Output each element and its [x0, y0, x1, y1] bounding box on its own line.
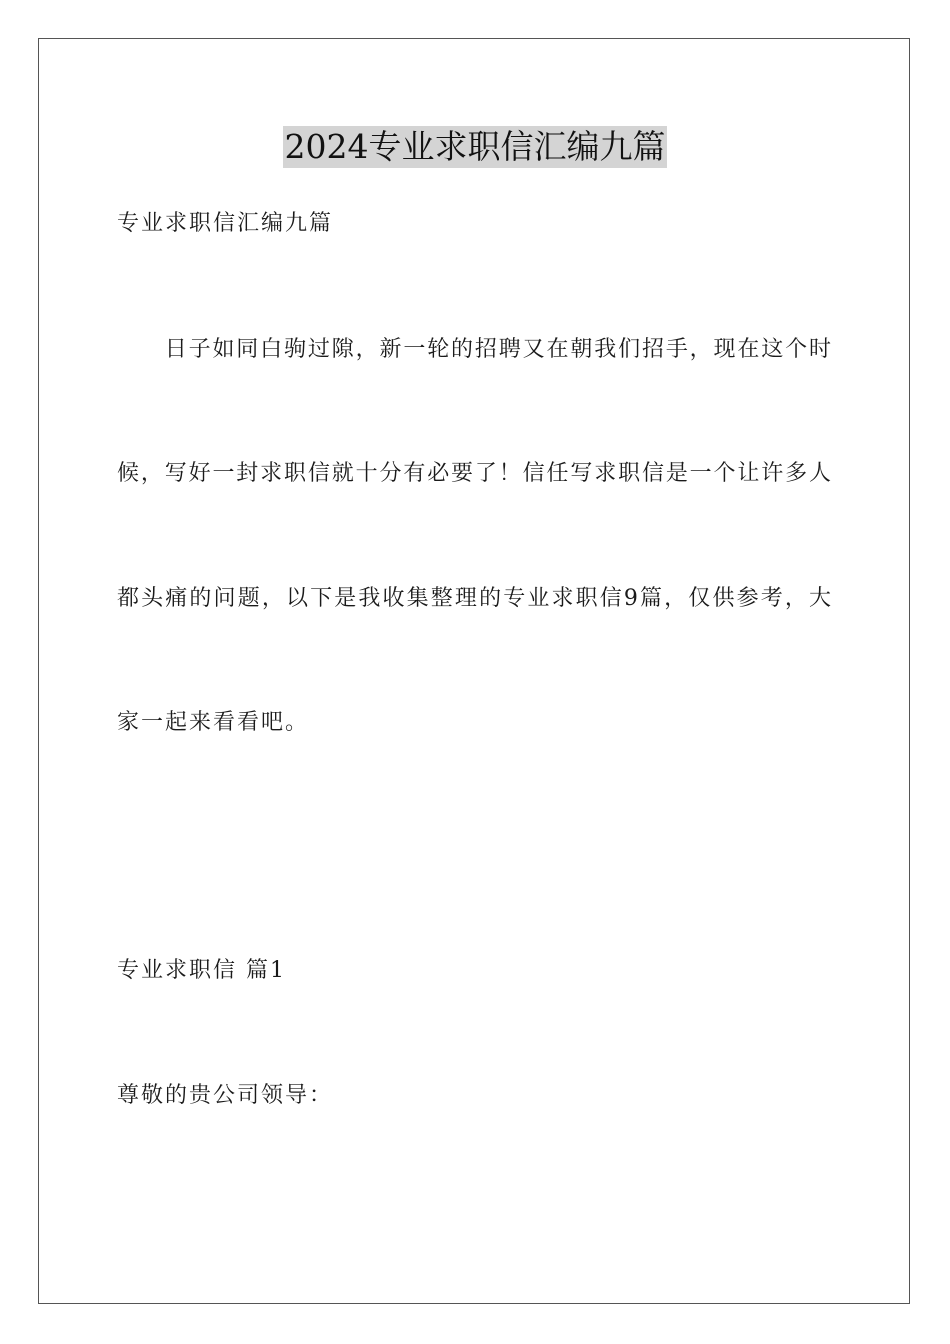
intro-paragraph-line-4: 家一起来看看吧。 [117, 710, 310, 735]
intro-paragraph-line-2: 候，写好一封求职信就十分有必要了！信任写求职信是一个让许多人 [117, 461, 831, 486]
intro-paragraph-line-1: 日子如同白驹过隙，新一轮的招聘又在朝我们招手，现在这个时 [117, 337, 831, 362]
title-container [0, 126, 950, 168]
section-heading: 专业求职信 篇1 [117, 958, 286, 983]
letter-salutation: 尊敬的贵公司领导： [117, 1083, 334, 1108]
document-subtitle: 专业求职信汇编九篇 [117, 211, 334, 236]
intro-paragraph-line-3: 都头痛的问题，以下是我收集整理的专业求职信9篇，仅供参考，大 [117, 586, 831, 611]
document-title: 2024专业求职信汇编九篇 [284, 127, 666, 166]
